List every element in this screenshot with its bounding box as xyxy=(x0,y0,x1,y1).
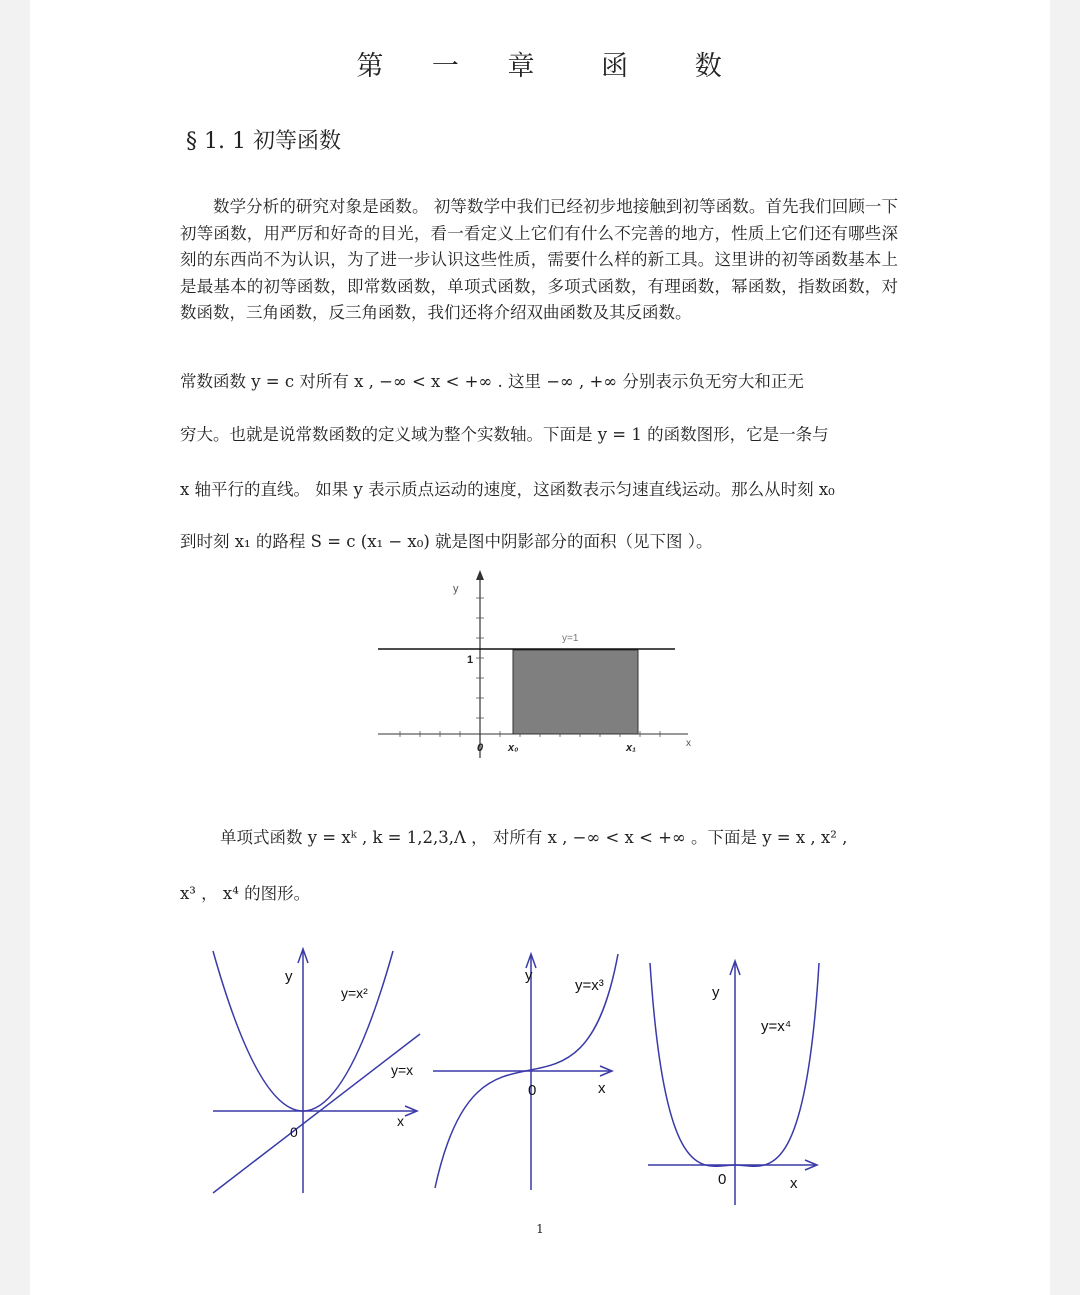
intro-text: 数学分析的研究对象是函数。 初等数学中我们已经初步地接触到初等函数。首先我们回顾一下初等函数，用严厉和好奇的目光，看一看定义上它们有什么不完善的地方，性质上它们还有哪些深刻的东西尚不为认识，为了进一步认识这些性质，需要什么样的新工具。这里讲的初等函数基本上是最基本的初等函数，即常数函数，单项式函数，多项式函数，有理函数，幂函数，指数函数，对数函数，三角函数，反三角函数，我们还将介绍双曲函数及其反函数。 xyxy=(180,197,898,322)
constant-line-2: 穷大。也就是说常数函数的定义域为整个实数轴。下面是 y = 1 的函数图形，它是一条与 xyxy=(180,425,829,444)
x-axis-label: x xyxy=(397,1113,404,1129)
curve-label: y=x⁴ xyxy=(761,1018,792,1035)
line-label: y=x xyxy=(391,1062,414,1078)
constant-function-figure xyxy=(370,568,710,763)
line-y-equals-x xyxy=(213,1034,420,1193)
page-number: 1 xyxy=(536,1222,544,1236)
constant-line-4: 到时刻 x₁ 的路程 S = c (x₁ − x₀) 就是图中阴影部分的面积（见下图 ）。 xyxy=(180,532,713,551)
origin-label: 0 xyxy=(528,1082,537,1099)
origin-label: 0 xyxy=(290,1124,298,1140)
monomial-line-2: x³ ， x⁴ 的图形。 xyxy=(180,884,311,903)
intro-paragraph xyxy=(180,194,898,327)
x1-label: x₁ xyxy=(626,742,636,754)
y-axis-arrow-icon xyxy=(476,570,484,580)
chapter-title-part: 数 xyxy=(694,51,724,82)
curve-label: y=x² xyxy=(341,985,368,1001)
y-axis-label: y xyxy=(525,967,533,984)
y-axis-label: y xyxy=(453,583,459,595)
x-axis-label: x xyxy=(686,738,691,749)
origin-label: 0 xyxy=(718,1171,727,1188)
constant-line-3: x 轴平行的直线。 如果 y 表示质点运动的速度，这函数表示匀速直线运动。那么从时刻 x₀ xyxy=(180,480,835,499)
chapter-title-part: 函 xyxy=(601,51,631,82)
section-title: § 1. 1 初等函数 xyxy=(186,129,341,154)
y-axis-label: y xyxy=(712,984,720,1001)
graph-x-squared xyxy=(205,945,435,1200)
tick-one-label: 1 xyxy=(467,654,474,666)
monomial-line-1: 单项式函数 y = xᵏ , k = 1,2,3,Λ ， 对所有 x , −∞ < x < +∞ 。下面是 y = x , x² , xyxy=(220,828,848,847)
y-axis-label: y xyxy=(285,968,293,985)
graph-x-fourth xyxy=(645,955,855,1210)
constant-line-1: 常数函数 y = c 对所有 x , −∞ < x < +∞ . 这里 −∞ , +∞ 分别表示负无穷大和正无 xyxy=(180,372,804,391)
line-label: y=1 xyxy=(562,633,579,644)
origin-label: 0 xyxy=(477,742,484,754)
chapter-title-part: 一 xyxy=(431,51,461,82)
x-axis-label: x xyxy=(598,1080,606,1097)
shaded-area xyxy=(513,650,638,734)
curve-label: y=x³ xyxy=(575,977,604,994)
chapter-title-part: 章 xyxy=(507,51,537,82)
chapter-title-part: 第 xyxy=(356,51,386,82)
x-axis-label: x xyxy=(790,1175,798,1192)
x0-label: x₀ xyxy=(508,742,519,754)
graph-x-cubed xyxy=(430,950,630,1190)
chapter-title xyxy=(30,44,1050,83)
document-page xyxy=(30,0,1050,1295)
